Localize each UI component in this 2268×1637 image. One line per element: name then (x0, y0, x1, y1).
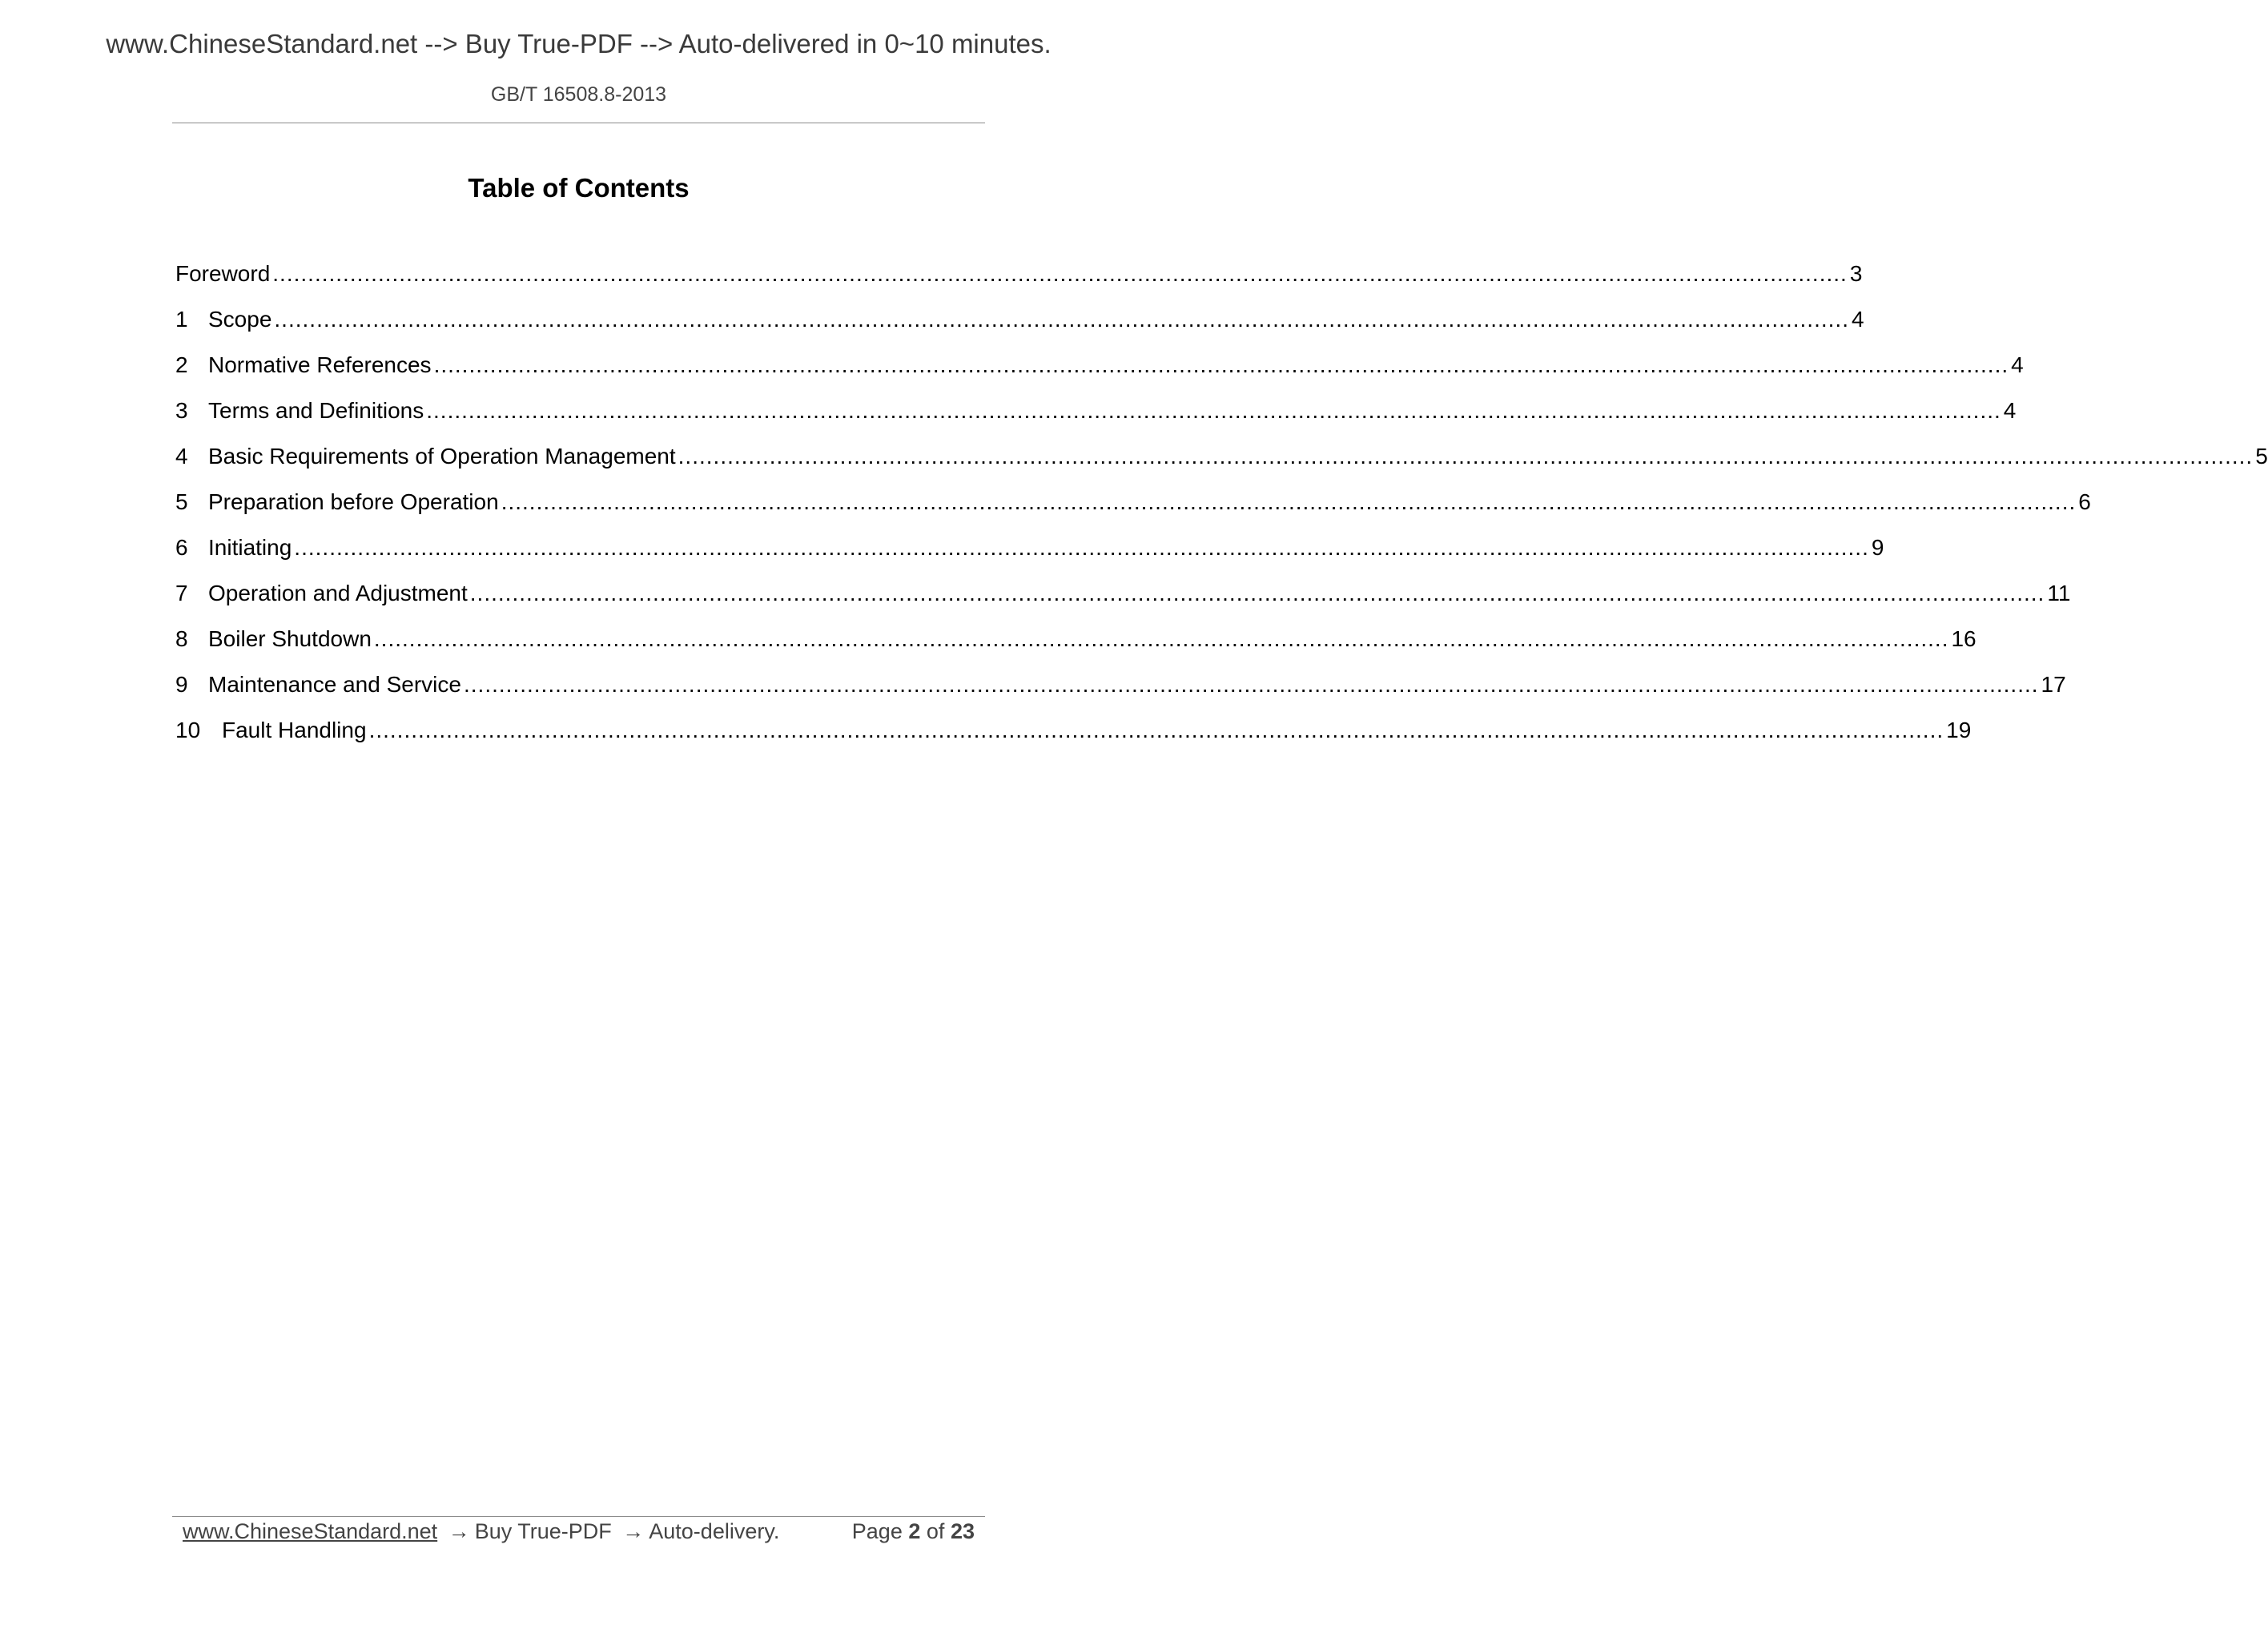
toc-entry-scope[interactable] (175, 304, 1864, 349)
toc-entry-page: 4 (2011, 352, 2024, 377)
toc-entry-operation-and-adjustment[interactable] (175, 577, 2071, 623)
toc-entry-basic-requirements[interactable] (175, 440, 2268, 486)
page-word: Page (851, 1519, 903, 1543)
toc-entry-fault-handling[interactable] (175, 714, 1972, 760)
document-code: GB/T 16508.8-2013 (490, 83, 667, 106)
toc-entry-label: Terms and Definitions (208, 398, 424, 423)
page-total: 23 (950, 1519, 975, 1543)
dot-leader: ................................................................................................................................................................................................................................ (678, 444, 2254, 469)
toc-entry-number: 1 (175, 307, 188, 332)
toc-entry-number: 9 (175, 672, 188, 697)
toc-entry-label: Boiler Shutdown (208, 626, 372, 651)
dot-leader: ................................................................................................................................................................................................................................ (433, 352, 2009, 377)
toc-entry-page: 4 (1851, 307, 1864, 332)
footer-buy-text: Buy True-PDF (474, 1519, 612, 1543)
footer-site-link[interactable]: www.ChineseStandard.net (183, 1519, 438, 1543)
dot-leader: ................................................................................................................................................................................................................................ (373, 626, 1949, 651)
toc-entry-label: Maintenance and Service (208, 672, 461, 697)
toc-entry-initiating[interactable] (175, 532, 1884, 577)
toc-entry-number: 5 (175, 489, 188, 514)
toc-entry-normative-references[interactable] (175, 349, 2024, 395)
toc-entry-number: 4 (175, 444, 188, 469)
dot-leader: ................................................................................................................................................................................................................................ (463, 672, 2039, 697)
footer-divider (172, 1516, 985, 1517)
dot-leader: ................................................................................................................................................................................................................................ (469, 581, 2045, 605)
dot-leader: ................................................................................................................................................................................................................................ (501, 489, 2077, 514)
toc-entry-maintenance-and-service[interactable] (175, 669, 2066, 714)
table-of-contents (175, 258, 2268, 760)
toc-entry-label: Initiating (208, 535, 292, 560)
page-indicator (852, 1519, 975, 1544)
footer-delivery-text: Auto-delivery. (649, 1519, 780, 1543)
toc-entry-number: 7 (175, 581, 188, 605)
page-title: Table of Contents (468, 173, 690, 203)
toc-entry-label: Preparation before Operation (208, 489, 499, 514)
toc-entry-terms-and-definitions[interactable] (175, 395, 2017, 440)
toc-entry-page: 9 (1871, 535, 1884, 560)
toc-entry-page: 3 (1849, 261, 1863, 286)
toc-entry-boiler-shutdown[interactable] (175, 623, 1976, 669)
toc-entry-number: 8 (175, 626, 188, 651)
dot-leader: ................................................................................................................................................................................................................................ (272, 261, 1848, 286)
toc-entry-page: 16 (1951, 626, 1976, 651)
dot-leader: ................................................................................................................................................................................................................................ (294, 535, 1869, 560)
toc-entry-label: Fault Handling (222, 718, 367, 742)
dot-leader: ................................................................................................................................................................................................................................ (274, 307, 1849, 332)
toc-entry-number: 2 (175, 352, 188, 377)
toc-entry-number: 10 (175, 718, 201, 742)
dot-leader: ................................................................................................................................................................................................................................ (426, 398, 2001, 423)
toc-entry-preparation[interactable] (175, 486, 2091, 532)
toc-entry-foreword[interactable] (175, 258, 1863, 304)
toc-entry-label: Foreword (175, 261, 271, 286)
toc-entry-label: Basic Requirements of Operation Management (208, 444, 676, 469)
right-arrow-icon: → (448, 1519, 470, 1543)
toc-entry-label: Operation and Adjustment (208, 581, 468, 605)
page-footer (183, 1519, 979, 1544)
toc-entry-number: 3 (175, 398, 188, 423)
toc-entry-page: 11 (2047, 581, 2071, 605)
toc-entry-page: 17 (2041, 672, 2066, 697)
dot-leader: ................................................................................................................................................................................................................................ (368, 718, 1944, 742)
toc-entry-page: 6 (2078, 489, 2091, 514)
toc-entry-number: 6 (175, 535, 188, 560)
page-current: 2 (908, 1519, 921, 1543)
toc-entry-page: 5 (2255, 444, 2268, 469)
of-word: of (926, 1519, 945, 1543)
top-banner[interactable]: www.ChineseStandard.net --> Buy True-PDF --> Auto-delivered in 0~10 minutes. (106, 29, 1052, 58)
toc-entry-page: 19 (1946, 718, 1972, 742)
toc-entry-label: Normative References (208, 352, 432, 377)
right-arrow-icon: → (622, 1519, 645, 1543)
toc-entry-page: 4 (2003, 398, 2017, 423)
toc-entry-label: Scope (208, 307, 272, 332)
